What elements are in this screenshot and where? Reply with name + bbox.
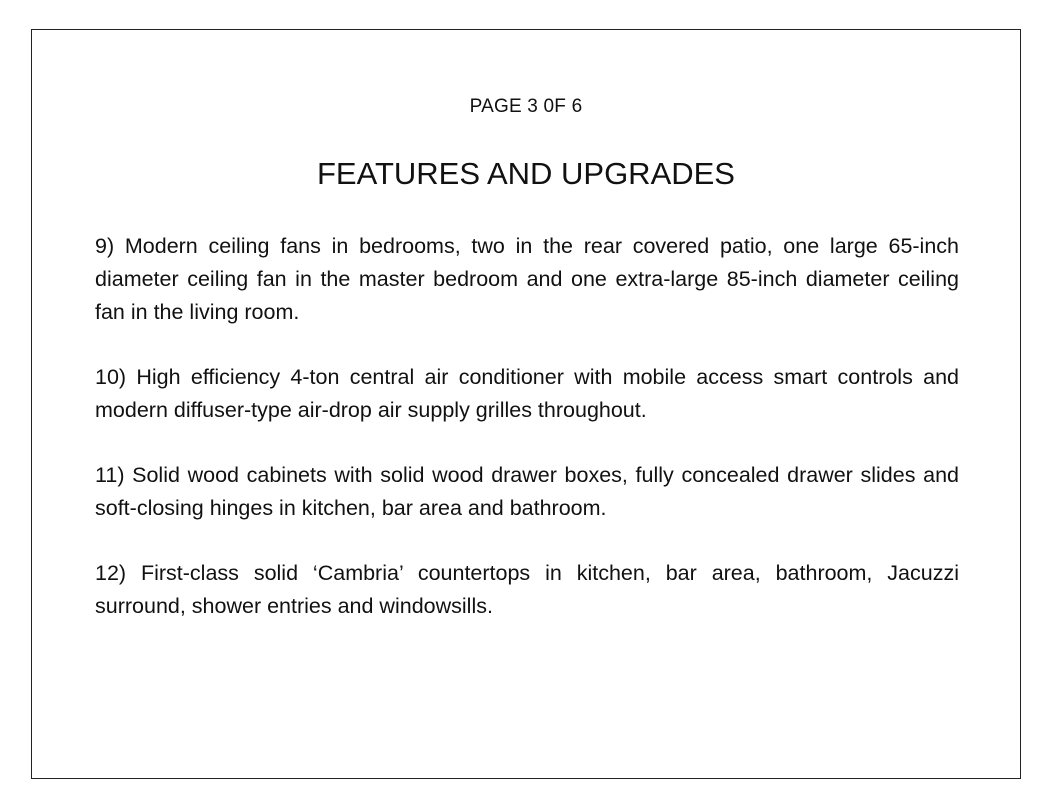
page-number: PAGE 3 0F 6 [469, 96, 583, 117]
feature-item-10: 10) High efficiency 4-ton central air conditioner with mobile access smart controls and modern diffuser-type air-drop air supply grilles throughout. [95, 365, 959, 422]
features-list [95, 230, 959, 655]
feature-item-11: 11) Solid wood cabinets with solid wood drawer boxes, fully concealed drawer slides and soft-closing hinges in kitchen, bar area and bathroom. [95, 463, 959, 520]
document-page [31, 29, 1021, 779]
feature-item-9: 9) Modern ceiling fans in bedrooms, two in the rear covered patio, one large 65-inch diameter ceiling fan in the master bedroom and one extra-large 85-inch diameter ceiling fan in the living room. [95, 234, 959, 324]
feature-item-12: 12) First-class solid ‘Cambria’ countertops in kitchen, bar area, bathroom, Jacuzzi surround, shower entries and windowsills. [95, 561, 959, 618]
document-title: FEATURES AND UPGRADES [316, 156, 735, 191]
